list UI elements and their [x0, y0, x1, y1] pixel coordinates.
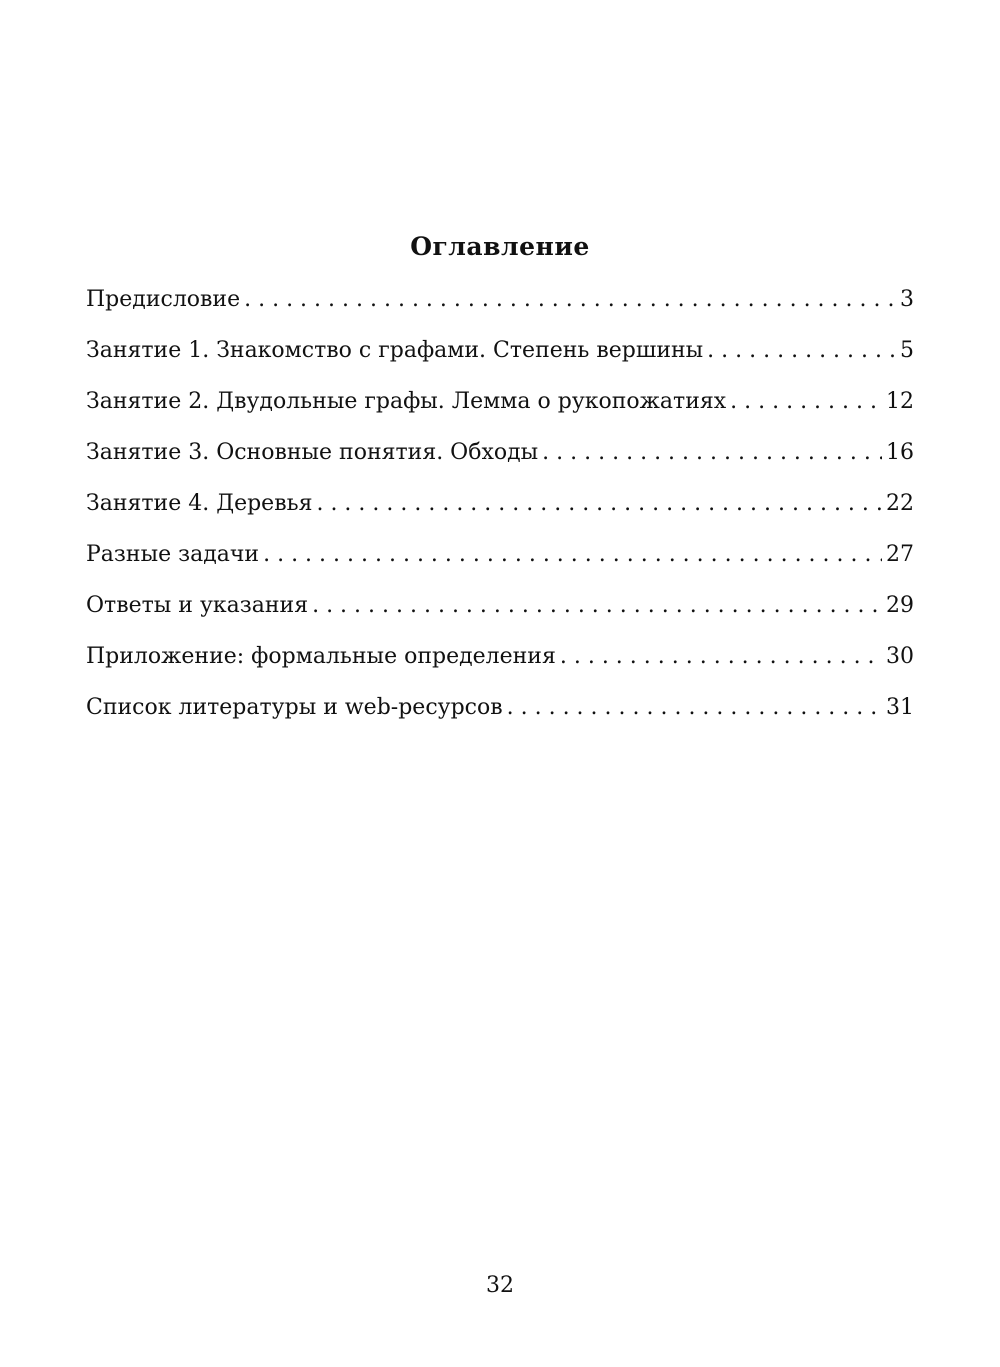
toc-entry-label: Занятие 2. Двудольные графы. Лемма о рукопожатиях [86, 389, 727, 414]
toc-leader-dots [542, 436, 882, 470]
toc-entry [86, 487, 914, 538]
toc-entry-page: 3 [900, 287, 914, 312]
toc-leader-dots [707, 334, 896, 368]
toc-entry-label: Разные задачи [86, 542, 260, 567]
toc-entry-page: 31 [886, 695, 914, 720]
toc-entry [86, 334, 914, 385]
toc-entry [86, 283, 914, 334]
toc-entry [86, 640, 914, 691]
toc-entry [86, 589, 914, 640]
toc-entry [86, 691, 914, 742]
toc-entry-page: 29 [886, 593, 914, 618]
toc-entry-page: 16 [886, 440, 914, 465]
toc-entry-label: Занятие 3. Основные понятия. Обходы [86, 440, 539, 465]
page-number: 32 [486, 1273, 514, 1298]
toc-entry-label: Приложение: формальные определения [86, 644, 556, 669]
toc-entry-page: 5 [900, 338, 914, 363]
toc-leader-dots [316, 487, 882, 521]
toc-leader-dots [507, 691, 882, 725]
toc-entry [86, 436, 914, 487]
toc-leader-dots [244, 283, 896, 317]
toc-entry-label: Занятие 4. Деревья [86, 491, 313, 516]
toc-entry-label: Занятие 1. Знакомство с графами. Степень вершины [86, 338, 704, 363]
toc-leader-dots [560, 640, 882, 674]
toc-entry-label: Предисловие [86, 287, 241, 312]
toc-entry-page: 12 [886, 389, 914, 414]
toc-entry [86, 538, 914, 589]
toc-entry-page: 30 [886, 644, 914, 669]
toc-entry-label: Ответы и указания [86, 593, 309, 618]
toc-entry-label: Список литературы и web-ресурсов [86, 695, 503, 720]
toc-entry-page: 27 [886, 542, 914, 567]
toc-leader-dots [312, 589, 882, 623]
toc-entry [86, 385, 914, 436]
toc-entry-page: 22 [886, 491, 914, 516]
toc-leader-dots [730, 385, 882, 419]
toc-leader-dots [263, 538, 882, 572]
toc-title: Оглавление [410, 232, 590, 261]
toc-list [86, 283, 914, 742]
